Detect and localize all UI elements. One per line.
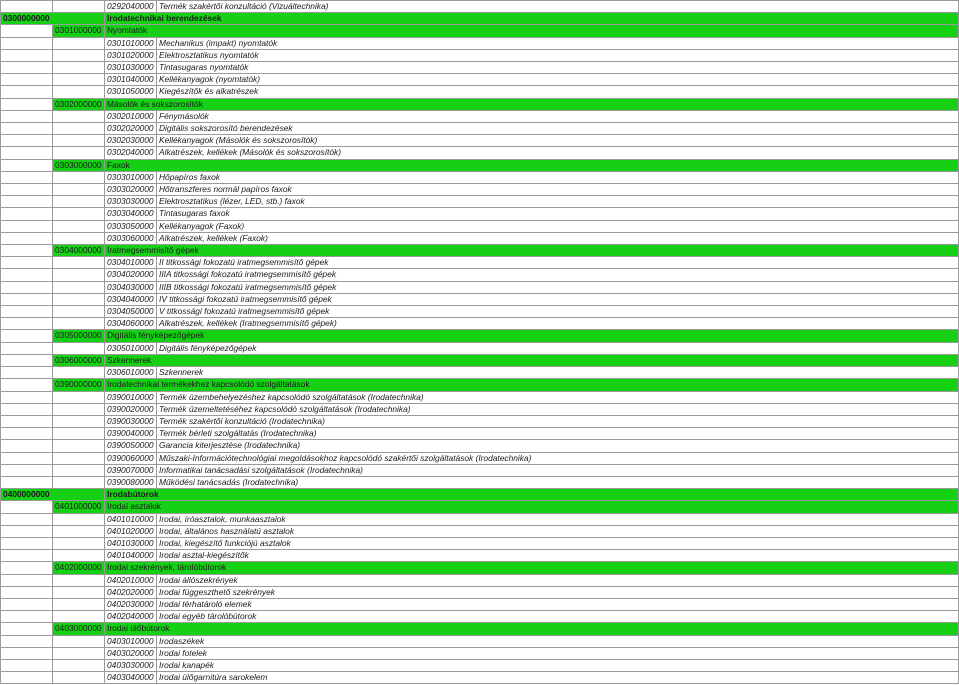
category-name-cell[interactable]: Garancia kiterjesztése (Irodatechnika): [157, 440, 959, 452]
category-code-cell[interactable]: 0302000000: [53, 98, 105, 110]
empty-cell[interactable]: [1, 635, 53, 647]
category-code-cell[interactable]: 0301040000: [105, 74, 157, 86]
category-code-cell[interactable]: 0401000000: [53, 501, 105, 513]
table-row: [1, 13, 959, 25]
category-name-cell[interactable]: Alkatrészek, kellékek (Faxok): [157, 232, 959, 244]
table-row: [1, 293, 959, 305]
empty-cell[interactable]: [1, 513, 53, 525]
empty-cell[interactable]: [53, 1, 105, 13]
table-row: [1, 635, 959, 647]
table-row: [1, 647, 959, 659]
category-name-cell[interactable]: Mechanikus (impakt) nyomtatók: [157, 37, 959, 49]
category-code-cell[interactable]: 0403040000: [105, 672, 157, 684]
category-name-cell[interactable]: Termék szakértői konzultáció (Irodatechnika): [157, 415, 959, 427]
category-name-cell[interactable]: Kellékanyagok (nyomtatók): [157, 74, 959, 86]
empty-cell[interactable]: [53, 86, 105, 98]
table-row: [1, 464, 959, 476]
category-code-cell[interactable]: 0401010000: [105, 513, 157, 525]
table-row: [1, 37, 959, 49]
category-name-cell[interactable]: Irodai, íróasztalok, munkaasztalok: [157, 513, 959, 525]
category-code-cell[interactable]: 0304010000: [105, 257, 157, 269]
category-code-cell[interactable]: 0403020000: [105, 647, 157, 659]
category-name-cell[interactable]: Termék szakértői konzultáció (Vizuáltechnika): [157, 1, 959, 13]
table-row: [1, 379, 959, 391]
category-name-cell[interactable]: Szkennerek: [157, 367, 959, 379]
category-code-cell[interactable]: 0390040000: [105, 428, 157, 440]
table-row: [1, 135, 959, 147]
table-row: [1, 342, 959, 354]
table-row: [1, 98, 959, 110]
category-name-cell[interactable]: Másolók és sokszorosítók: [105, 98, 959, 110]
category-name-cell[interactable]: Hőtranszferes normál papíros faxok: [157, 184, 959, 196]
category-code-cell[interactable]: 0402030000: [105, 598, 157, 610]
category-code-cell[interactable]: 0292040000: [105, 1, 157, 13]
empty-cell[interactable]: [53, 525, 105, 537]
table-row: [1, 49, 959, 61]
category-table-body: [1, 1, 959, 684]
category-code-cell[interactable]: 0403010000: [105, 635, 157, 647]
category-code-cell[interactable]: 0304050000: [105, 306, 157, 318]
empty-cell[interactable]: [53, 647, 105, 659]
empty-cell[interactable]: [1, 208, 53, 220]
empty-cell[interactable]: [53, 49, 105, 61]
category-name-cell[interactable]: Iratmegsemmisítő gépek: [105, 245, 959, 257]
category-name-cell[interactable]: Alkatrészek, kellékek (Iratmegsemmisítő gépek): [157, 318, 959, 330]
empty-cell[interactable]: [1, 184, 53, 196]
table-row: [1, 489, 959, 501]
table-row: [1, 184, 959, 196]
category-name-cell[interactable]: Irodai, általános használatú asztalok: [157, 525, 959, 537]
table-row: [1, 391, 959, 403]
empty-cell[interactable]: [1, 25, 53, 37]
category-code-cell[interactable]: 0306000000: [53, 354, 105, 366]
category-name-cell[interactable]: Termék üzemeltetéséhez kapcsolódó szolgáltatások (Irodatechnika): [157, 403, 959, 415]
category-code-cell[interactable]: 0301030000: [105, 62, 157, 74]
table-row: [1, 403, 959, 415]
empty-cell[interactable]: [1, 550, 53, 562]
empty-cell[interactable]: [53, 293, 105, 305]
category-name-cell[interactable]: Elektrosztatikus (lézer, LED, stb.) faxok: [157, 196, 959, 208]
category-name-cell[interactable]: Irodatechnikai termékekhez kapcsolódó szolgáltatások: [105, 379, 959, 391]
category-code-cell[interactable]: 0400000000: [1, 489, 105, 501]
empty-cell[interactable]: [53, 74, 105, 86]
category-code-cell[interactable]: 0390080000: [105, 476, 157, 488]
table-row: [1, 367, 959, 379]
empty-cell[interactable]: [1, 354, 53, 366]
table-row: [1, 330, 959, 342]
category-name-cell[interactable]: Kiegészítők és alkatrészek: [157, 86, 959, 98]
table-row: [1, 598, 959, 610]
category-name-cell[interactable]: Irodatechnikai berendezések: [105, 13, 959, 25]
category-name-cell[interactable]: IIIB titkossági fokozatú iratmegsemmisítő gépek: [157, 281, 959, 293]
empty-cell[interactable]: [1, 501, 53, 513]
table-row: [1, 415, 959, 427]
empty-cell[interactable]: [53, 415, 105, 427]
empty-cell[interactable]: [1, 537, 53, 549]
empty-cell[interactable]: [1, 440, 53, 452]
category-code-cell[interactable]: 0301000000: [53, 25, 105, 37]
category-name-cell[interactable]: Irodai függeszthető szekrények: [157, 586, 959, 598]
table-row: [1, 476, 959, 488]
empty-cell[interactable]: [53, 513, 105, 525]
empty-cell[interactable]: [1, 403, 53, 415]
table-row: [1, 220, 959, 232]
empty-cell[interactable]: [1, 245, 53, 257]
category-name-cell[interactable]: Irodai, kiegészítő funkciójú asztalok: [157, 537, 959, 549]
table-row: [1, 159, 959, 171]
category-name-cell[interactable]: Irodai ülőgarnitúra sarokelem: [157, 672, 959, 684]
category-name-cell[interactable]: Irodai állószekrények: [157, 574, 959, 586]
table-row: [1, 586, 959, 598]
empty-cell[interactable]: [1, 428, 53, 440]
table-row: [1, 74, 959, 86]
category-code-cell[interactable]: 0390030000: [105, 415, 157, 427]
category-code-cell[interactable]: 0303000000: [53, 159, 105, 171]
empty-cell[interactable]: [1, 220, 53, 232]
empty-cell[interactable]: [1, 306, 53, 318]
category-code-cell[interactable]: 0304000000: [53, 245, 105, 257]
category-name-cell[interactable]: Irodai ülőbútorok: [105, 623, 959, 635]
table-row: [1, 25, 959, 37]
empty-cell[interactable]: [53, 598, 105, 610]
table-row: [1, 232, 959, 244]
category-code-cell[interactable]: 0300000000: [1, 13, 105, 25]
category-code-cell[interactable]: 0304040000: [105, 293, 157, 305]
table-row: [1, 354, 959, 366]
empty-cell[interactable]: [53, 428, 105, 440]
empty-cell[interactable]: [1, 74, 53, 86]
category-code-cell[interactable]: 0401030000: [105, 537, 157, 549]
table-row: [1, 208, 959, 220]
category-code-cell[interactable]: 0390070000: [105, 464, 157, 476]
empty-cell[interactable]: [53, 135, 105, 147]
table-row: [1, 62, 959, 74]
table-row: [1, 525, 959, 537]
category-name-cell[interactable]: IIIA titkossági fokozatú iratmegsemmisítő gépek: [157, 269, 959, 281]
category-code-cell[interactable]: 0303030000: [105, 196, 157, 208]
empty-cell[interactable]: [1, 1, 53, 13]
category-code-cell[interactable]: 0304030000: [105, 281, 157, 293]
category-name-cell[interactable]: Irodai egyéb tárolóbútorok: [157, 611, 959, 623]
category-code-cell[interactable]: 0390000000: [53, 379, 105, 391]
empty-cell[interactable]: [53, 672, 105, 684]
table-row: [1, 623, 959, 635]
empty-cell[interactable]: [1, 196, 53, 208]
category-code-cell[interactable]: 0402020000: [105, 586, 157, 598]
table-row: [1, 110, 959, 122]
category-name-cell[interactable]: Irodai térhatároló elemek: [157, 598, 959, 610]
empty-cell[interactable]: [1, 586, 53, 598]
table-row: [1, 611, 959, 623]
table-row: [1, 501, 959, 513]
empty-cell[interactable]: [1, 147, 53, 159]
empty-cell[interactable]: [53, 318, 105, 330]
empty-cell[interactable]: [53, 123, 105, 135]
empty-cell[interactable]: [53, 37, 105, 49]
table-row: [1, 452, 959, 464]
table-row: [1, 562, 959, 574]
empty-cell[interactable]: [1, 452, 53, 464]
empty-cell[interactable]: [1, 49, 53, 61]
category-code-cell[interactable]: 0301050000: [105, 86, 157, 98]
category-code-cell[interactable]: 0403030000: [105, 659, 157, 671]
category-name-cell[interactable]: Tintasugaras nyomtatók: [157, 62, 959, 74]
empty-cell[interactable]: [53, 452, 105, 464]
category-code-cell[interactable]: 0301010000: [105, 37, 157, 49]
category-code-cell[interactable]: 0302010000: [105, 110, 157, 122]
empty-cell[interactable]: [1, 110, 53, 122]
category-name-cell[interactable]: Irodai asztalok: [105, 501, 959, 513]
empty-cell[interactable]: [53, 306, 105, 318]
category-code-cell[interactable]: 0401040000: [105, 550, 157, 562]
category-name-cell[interactable]: Kellékanyagok (Másolók és sokszorosítók): [157, 135, 959, 147]
table-row: [1, 513, 959, 525]
category-name-cell[interactable]: Hőpapíros faxok: [157, 171, 959, 183]
empty-cell[interactable]: [53, 550, 105, 562]
category-name-cell[interactable]: Digitális fényképezőgépek: [157, 342, 959, 354]
empty-cell[interactable]: [1, 135, 53, 147]
empty-cell[interactable]: [53, 220, 105, 232]
empty-cell[interactable]: [1, 647, 53, 659]
category-code-cell[interactable]: 0303010000: [105, 171, 157, 183]
empty-cell[interactable]: [53, 269, 105, 281]
empty-cell[interactable]: [53, 232, 105, 244]
table-row: [1, 147, 959, 159]
category-code-cell[interactable]: 0301020000: [105, 49, 157, 61]
category-code-cell[interactable]: 0390010000: [105, 391, 157, 403]
table-row: [1, 281, 959, 293]
empty-cell[interactable]: [53, 62, 105, 74]
empty-cell[interactable]: [53, 367, 105, 379]
empty-cell[interactable]: [1, 379, 53, 391]
category-name-cell[interactable]: Tintasugaras faxok: [157, 208, 959, 220]
empty-cell[interactable]: [53, 184, 105, 196]
empty-cell[interactable]: [1, 342, 53, 354]
empty-cell[interactable]: [1, 281, 53, 293]
empty-cell[interactable]: [53, 257, 105, 269]
empty-cell[interactable]: [53, 196, 105, 208]
empty-cell[interactable]: [53, 464, 105, 476]
category-code-cell[interactable]: 0304020000: [105, 269, 157, 281]
table-row: [1, 171, 959, 183]
category-code-cell[interactable]: 0302020000: [105, 123, 157, 135]
category-code-cell[interactable]: 0390050000: [105, 440, 157, 452]
empty-cell[interactable]: [1, 525, 53, 537]
table-row: [1, 537, 959, 549]
table-row: [1, 1, 959, 13]
category-name-cell[interactable]: Irodabútorok: [105, 489, 959, 501]
empty-cell[interactable]: [1, 293, 53, 305]
empty-cell[interactable]: [1, 269, 53, 281]
empty-cell[interactable]: [1, 232, 53, 244]
empty-cell[interactable]: [1, 62, 53, 74]
category-name-cell[interactable]: Irodai fotelek: [157, 647, 959, 659]
empty-cell[interactable]: [1, 171, 53, 183]
category-code-cell[interactable]: 0303050000: [105, 220, 157, 232]
empty-cell[interactable]: [53, 611, 105, 623]
empty-cell[interactable]: [1, 391, 53, 403]
empty-cell[interactable]: [1, 86, 53, 98]
category-name-cell[interactable]: Alkatrészek, kellékek (Másolók és sokszorosítók): [157, 147, 959, 159]
empty-cell[interactable]: [1, 476, 53, 488]
empty-cell[interactable]: [1, 318, 53, 330]
category-code-cell[interactable]: 0302040000: [105, 147, 157, 159]
category-code-cell[interactable]: 0303040000: [105, 208, 157, 220]
empty-cell[interactable]: [1, 464, 53, 476]
empty-cell[interactable]: [1, 257, 53, 269]
empty-cell[interactable]: [53, 208, 105, 220]
empty-cell[interactable]: [53, 147, 105, 159]
category-code-cell[interactable]: 0402040000: [105, 611, 157, 623]
category-name-cell[interactable]: Nyomtatók: [105, 25, 959, 37]
category-name-cell[interactable]: Elektrosztatikus nyomtatók: [157, 49, 959, 61]
empty-cell[interactable]: [1, 562, 53, 574]
empty-cell[interactable]: [53, 110, 105, 122]
table-row: [1, 123, 959, 135]
empty-cell[interactable]: [1, 659, 53, 671]
category-name-cell[interactable]: Termék üzembehelyezéshez kapcsolódó szolgáltatások (Irodatechnika): [157, 391, 959, 403]
table-row: [1, 440, 959, 452]
empty-cell[interactable]: [1, 623, 53, 635]
table-row: [1, 245, 959, 257]
table-row: [1, 269, 959, 281]
category-name-cell[interactable]: Szkennerek: [105, 354, 959, 366]
table-row: [1, 257, 959, 269]
category-name-cell[interactable]: Irodai kanapék: [157, 659, 959, 671]
category-name-cell[interactable]: Irodaszékek: [157, 635, 959, 647]
category-name-cell[interactable]: Irodai asztal-kiegészítők: [157, 550, 959, 562]
empty-cell[interactable]: [1, 611, 53, 623]
empty-cell[interactable]: [53, 342, 105, 354]
empty-cell[interactable]: [53, 574, 105, 586]
table-row: [1, 659, 959, 671]
empty-cell[interactable]: [53, 586, 105, 598]
empty-cell[interactable]: [53, 440, 105, 452]
empty-cell[interactable]: [1, 672, 53, 684]
empty-cell[interactable]: [53, 391, 105, 403]
category-name-cell[interactable]: V titkossági fokozatú iratmegsemmisítő gépek: [157, 306, 959, 318]
category-name-cell[interactable]: Irodai szekrények, tárolóbútorok: [105, 562, 959, 574]
category-name-cell[interactable]: Működési tanácsadás (Irodatechnika): [157, 476, 959, 488]
empty-cell[interactable]: [1, 159, 53, 171]
empty-cell[interactable]: [1, 415, 53, 427]
category-code-cell[interactable]: 0302030000: [105, 135, 157, 147]
category-code-cell[interactable]: 0390060000: [105, 452, 157, 464]
category-code-cell[interactable]: 0402010000: [105, 574, 157, 586]
category-name-cell[interactable]: Kellékanyagok (Faxok): [157, 220, 959, 232]
empty-cell[interactable]: [53, 476, 105, 488]
category-name-cell[interactable]: Digitális sokszorosító berendezések: [157, 123, 959, 135]
category-code-cell[interactable]: 0402000000: [53, 562, 105, 574]
category-name-cell[interactable]: Digitális fényképezőgépek: [105, 330, 959, 342]
table-row: [1, 574, 959, 586]
empty-cell[interactable]: [1, 330, 53, 342]
empty-cell[interactable]: [53, 659, 105, 671]
category-code-cell[interactable]: 0390020000: [105, 403, 157, 415]
table-row: [1, 86, 959, 98]
empty-cell[interactable]: [1, 123, 53, 135]
category-code-cell[interactable]: 0403000000: [53, 623, 105, 635]
empty-cell[interactable]: [53, 281, 105, 293]
category-name-cell[interactable]: IV titkossági fokozatú iratmegsemmisítő gépek: [157, 293, 959, 305]
table-row: [1, 306, 959, 318]
category-code-cell[interactable]: 0401020000: [105, 525, 157, 537]
category-name-cell[interactable]: Fénymásolók: [157, 110, 959, 122]
table-row: [1, 196, 959, 208]
table-row: [1, 428, 959, 440]
category-code-cell[interactable]: 0305000000: [53, 330, 105, 342]
table-row: [1, 318, 959, 330]
category-name-cell[interactable]: Termék bérleti szolgáltatás (Irodatechnika): [157, 428, 959, 440]
empty-cell[interactable]: [1, 98, 53, 110]
category-name-cell[interactable]: Informatikai tanácsadási szolgáltatások (Irodatechnika): [157, 464, 959, 476]
category-code-cell[interactable]: 0303060000: [105, 232, 157, 244]
category-name-cell[interactable]: Műszaki-Információtechnológiai megoldásokhoz kapcsolódó szakértői szolgáltatások (Irodatechnika): [157, 452, 959, 464]
empty-cell[interactable]: [53, 171, 105, 183]
table-row: [1, 672, 959, 684]
category-code-cell[interactable]: 0303020000: [105, 184, 157, 196]
empty-cell[interactable]: [1, 598, 53, 610]
category-name-cell[interactable]: Faxok: [105, 159, 959, 171]
category-name-cell[interactable]: II titkossági fokozatú iratmegsemmisítő gépek: [157, 257, 959, 269]
empty-cell[interactable]: [53, 635, 105, 647]
category-code-cell[interactable]: 0305010000: [105, 342, 157, 354]
empty-cell[interactable]: [1, 37, 53, 49]
table-row: [1, 550, 959, 562]
empty-cell[interactable]: [53, 403, 105, 415]
empty-cell[interactable]: [1, 574, 53, 586]
category-code-cell[interactable]: 0306010000: [105, 367, 157, 379]
category-code-cell[interactable]: 0304060000: [105, 318, 157, 330]
empty-cell[interactable]: [53, 537, 105, 549]
empty-cell[interactable]: [1, 367, 53, 379]
